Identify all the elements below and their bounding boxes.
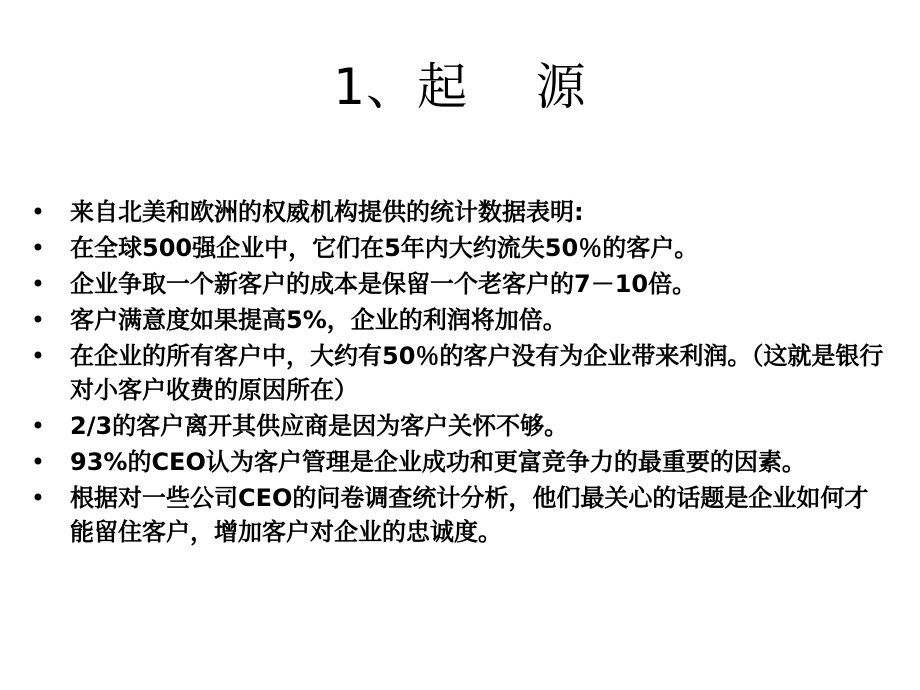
bullet-dot-icon: • [30, 448, 46, 476]
bullet-item [28, 303, 888, 337]
bullet-dot-icon: • [30, 270, 46, 298]
bullet-text: 来自北美和欧洲的权威机构提供的统计数据表明: [70, 198, 584, 226]
bullet-text: 2/3的客户离开其供应商是因为客户关怀不够。 [70, 412, 569, 440]
slide-title: 1、起 源 [333, 58, 587, 116]
bullet-dot-icon: • [30, 484, 46, 512]
bullet-item [28, 481, 888, 549]
bullet-dot-icon: • [30, 412, 46, 440]
bullet-list [28, 195, 888, 551]
bullet-item [28, 409, 888, 443]
bullet-dot-icon: • [30, 234, 46, 262]
bullet-item [28, 195, 888, 229]
bullet-text: 根据对一些公司CEO的问卷调查统计分析，他们最关心的话题是企业如何才能留住客户，增加客户对企业的忠诚度。 [70, 484, 869, 546]
bullet-text: 在全球500强企业中，它们在5年内大约流失50％的客户。 [70, 234, 699, 262]
bullet-item [28, 339, 888, 407]
bullet-dot-icon: • [30, 198, 46, 226]
bullet-text: 93%的CEO认为客户管理是企业成功和更富竞争力的最重要的因素。 [70, 448, 806, 476]
bullet-dot-icon: • [30, 306, 46, 334]
bullet-text: 企业争取一个新客户的成本是保留一个老客户的7－10倍。 [70, 270, 697, 298]
bullet-item [28, 445, 888, 479]
bullet-item [28, 231, 888, 265]
bullet-text: 在企业的所有客户中，大约有50％的客户没有为企业带来利润。（这就是银行对小客户收费的原因所在） [70, 342, 884, 404]
bullet-dot-icon: • [30, 342, 46, 370]
bullet-text: 客户满意度如果提高5%，企业的利润将加倍。 [70, 306, 567, 334]
bullet-item [28, 267, 888, 301]
